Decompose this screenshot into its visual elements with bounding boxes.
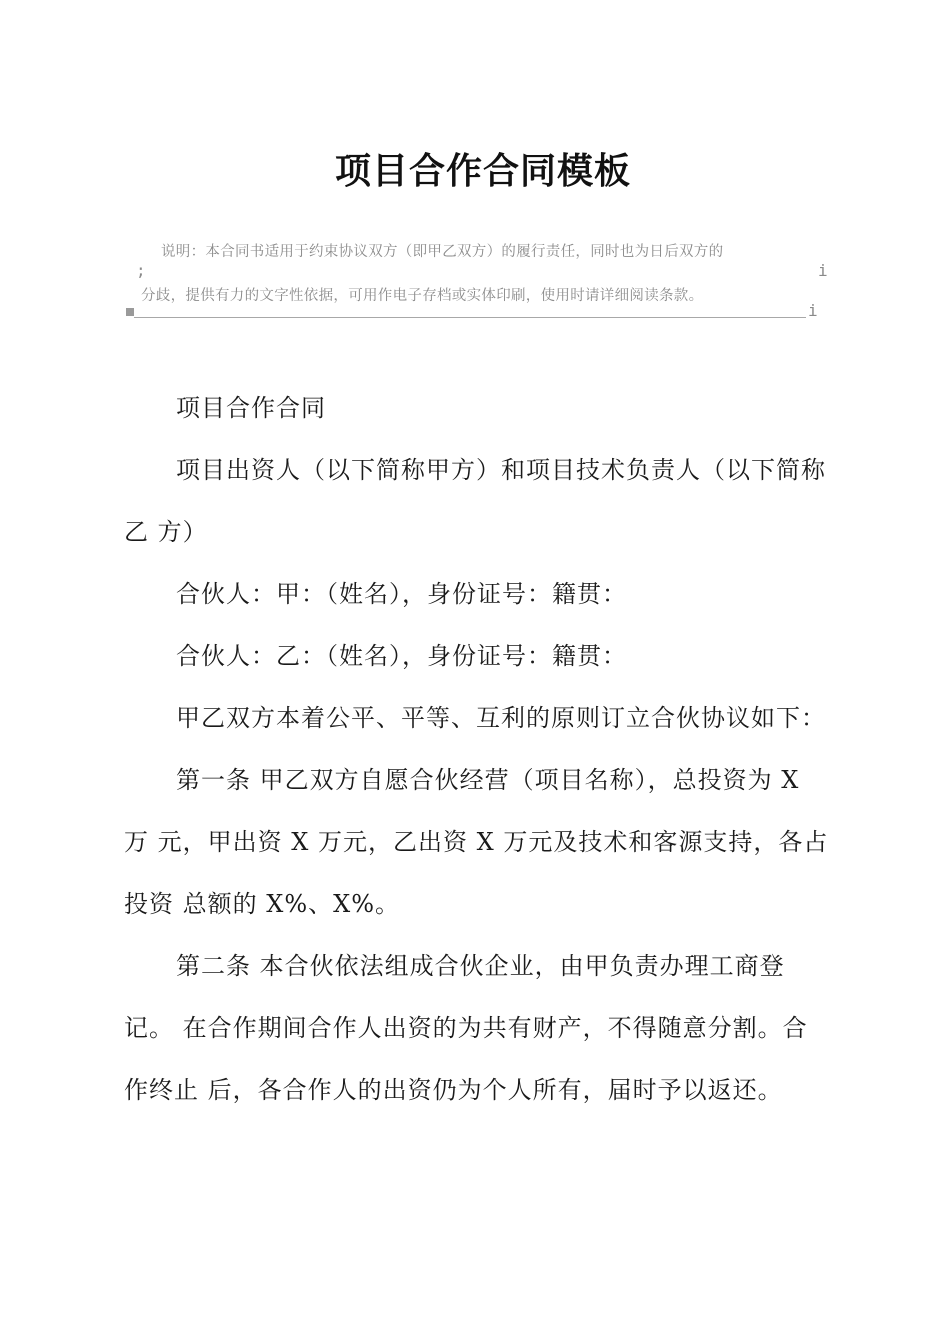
partner-a-line: 合伙人：甲：（姓名），身份证号：籍贯： bbox=[176, 580, 627, 608]
partner-b-line: 合伙人：乙：（姓名），身份证号：籍贯： bbox=[176, 642, 627, 670]
note-divider bbox=[134, 317, 806, 318]
note-mark-i-top: i bbox=[818, 261, 828, 280]
article-2-line-1: 第二条 本合伙依法组成合伙企业，由甲负责办理工商登 bbox=[176, 952, 785, 980]
note-mark-i-bottom: i bbox=[808, 301, 818, 320]
agreement-intro: 甲乙双方本着公平、平等、互利的原则订立合伙协议如下： bbox=[176, 704, 826, 732]
contract-heading: 项目合作合同 bbox=[176, 394, 326, 422]
note-mark-semicolon: ; bbox=[136, 261, 146, 280]
article-1-line-2: 万 元，甲出资 X 万元，乙出资 X 万元及技术和客源支持，各占 bbox=[124, 828, 829, 856]
note-line-1: 说明：本合同书适用于约束协议双方（即甲乙双方）的履行责任，同时也为日后双方的 bbox=[161, 244, 724, 260]
article-1-line-1: 第一条 甲乙双方自愿合伙经营（项目名称），总投资为 X bbox=[176, 766, 800, 794]
paragraph-parties-line-2: 乙 方） bbox=[124, 518, 208, 546]
paragraph-parties-line-1: 项目出资人（以下简称甲方）和项目技术负责人（以下简称 bbox=[176, 456, 826, 484]
article-2-line-2: 记。 在合作期间合作人出资的为共有财产，不得随意分割。合 bbox=[124, 1014, 808, 1042]
note-line-2: 分歧，提供有力的文字性依据，可用作电子存档或实体印刷，使用时请详细阅读条款。 bbox=[141, 288, 704, 304]
document-title: 项目合作合同模板 bbox=[334, 151, 631, 192]
note-square-marker bbox=[126, 308, 134, 316]
template-note bbox=[126, 234, 832, 322]
article-1-line-3: 投资 总额的 X%、X%。 bbox=[124, 890, 401, 918]
article-2-line-3: 作终止 后，各合作人的出资仍为个人所有，届时予以返还。 bbox=[124, 1076, 783, 1104]
